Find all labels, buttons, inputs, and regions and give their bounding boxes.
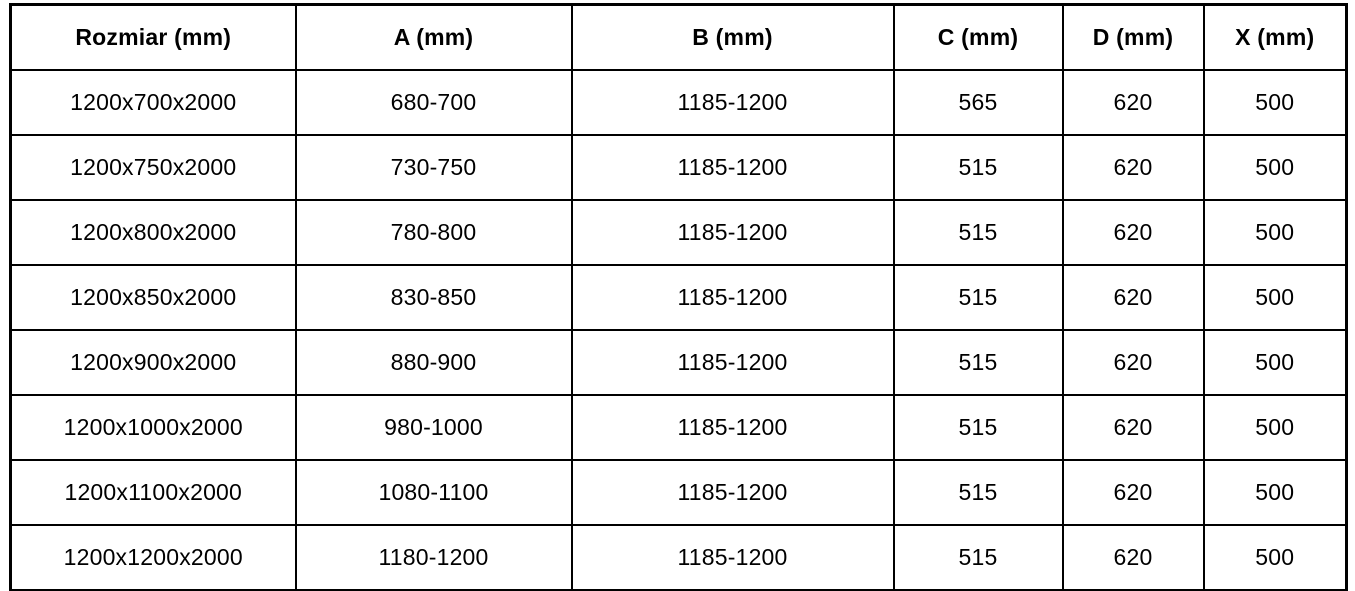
table-body [11,70,1347,591]
table-cell: 515 [894,395,1063,460]
table-cell: 1185-1200 [572,525,894,591]
column-header: A (mm) [296,5,572,71]
table-cell: 500 [1204,265,1347,330]
table-cell: 500 [1204,525,1347,591]
table-cell: 620 [1063,135,1204,200]
table-cell: 1185-1200 [572,330,894,395]
table-row [11,70,1347,135]
table-cell: 500 [1204,70,1347,135]
table-row [11,525,1347,591]
table-cell: 1185-1200 [572,265,894,330]
table-cell: 515 [894,200,1063,265]
table-cell: 1200x800x2000 [11,200,296,265]
table-cell: 515 [894,525,1063,591]
table-cell: 1180-1200 [296,525,572,591]
table-cell: 1200x1200x2000 [11,525,296,591]
table-cell: 620 [1063,330,1204,395]
table-cell: 500 [1204,460,1347,525]
table-cell: 515 [894,265,1063,330]
table-cell: 565 [894,70,1063,135]
table-cell: 620 [1063,395,1204,460]
column-header: Rozmiar (mm) [11,5,296,71]
table-cell: 880-900 [296,330,572,395]
table-cell: 515 [894,460,1063,525]
table-row [11,330,1347,395]
table-cell: 1185-1200 [572,70,894,135]
size-dimensions-table [9,3,1348,591]
table-row [11,460,1347,525]
table-cell: 515 [894,330,1063,395]
column-header: X (mm) [1204,5,1347,71]
table-cell: 680-700 [296,70,572,135]
table-cell: 1185-1200 [572,135,894,200]
table-cell: 1200x750x2000 [11,135,296,200]
table-cell: 620 [1063,525,1204,591]
table-cell: 780-800 [296,200,572,265]
table-cell: 500 [1204,330,1347,395]
table-cell: 1200x900x2000 [11,330,296,395]
table-cell: 1185-1200 [572,460,894,525]
table-row [11,200,1347,265]
table-cell: 620 [1063,70,1204,135]
table-cell: 730-750 [296,135,572,200]
table-row [11,395,1347,460]
table-cell: 620 [1063,265,1204,330]
header-row [11,5,1347,71]
table-cell: 1200x700x2000 [11,70,296,135]
table-cell: 1200x850x2000 [11,265,296,330]
table-cell: 1200x1000x2000 [11,395,296,460]
table-cell: 1185-1200 [572,200,894,265]
table-cell: 1080-1100 [296,460,572,525]
table-cell: 830-850 [296,265,572,330]
table-cell: 515 [894,135,1063,200]
table-cell: 1185-1200 [572,395,894,460]
table-cell: 500 [1204,395,1347,460]
table-row [11,265,1347,330]
table-cell: 500 [1204,135,1347,200]
column-header: B (mm) [572,5,894,71]
column-header: D (mm) [1063,5,1204,71]
table-cell: 500 [1204,200,1347,265]
table-cell: 1200x1100x2000 [11,460,296,525]
column-header: C (mm) [894,5,1063,71]
table-cell: 620 [1063,460,1204,525]
table-row [11,135,1347,200]
table-cell: 620 [1063,200,1204,265]
table-cell: 980-1000 [296,395,572,460]
